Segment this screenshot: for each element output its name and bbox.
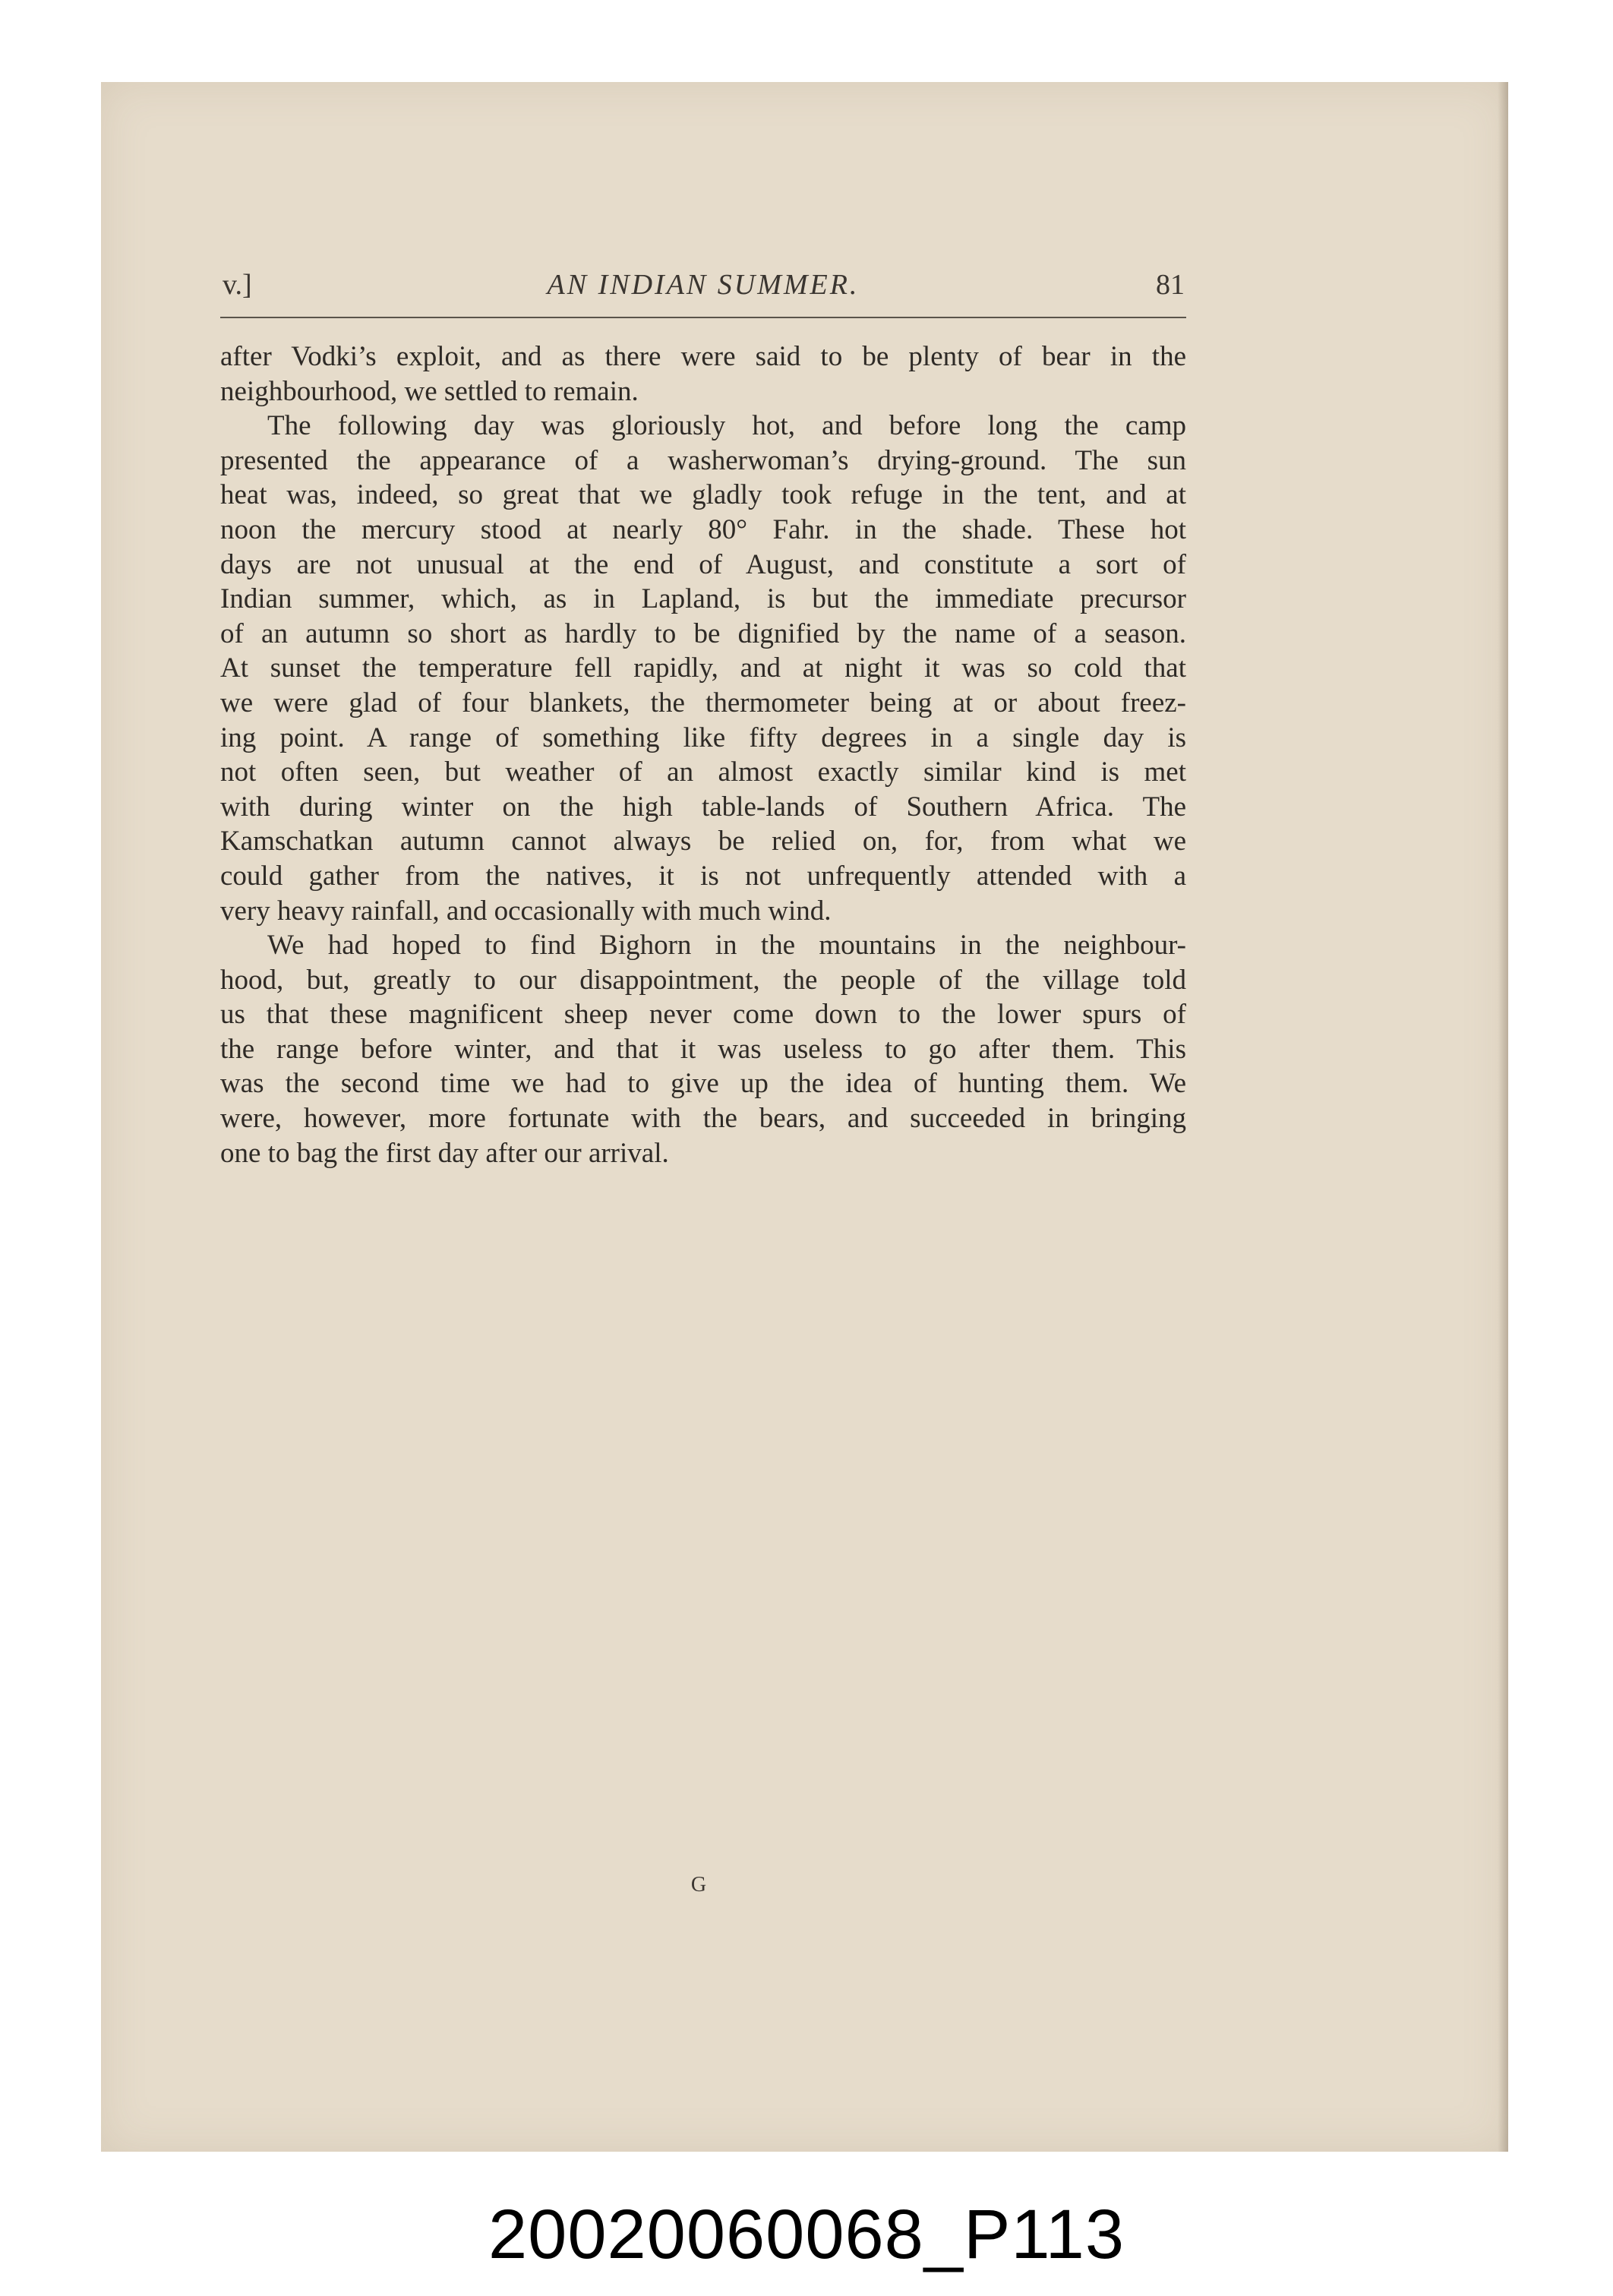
text-line: Indian summer, which, as in Lapland, is but the immediate precursor [220, 583, 1186, 615]
page-number: 81 [1156, 269, 1185, 301]
text-line: very heavy rainfall, and occasionally with much wind. [220, 895, 832, 927]
text-line: we were glad of four blankets, the thermometer being at or about freez- [220, 687, 1186, 718]
text-line: was the second time we had to give up the idea of hunting them. We [220, 1068, 1186, 1100]
text-line: noon the mercury stood at nearly 80° Fahr. in the shade. These hot [220, 513, 1186, 545]
running-head [220, 268, 1186, 314]
text-line: neighbourhood, we settled to remain. [220, 375, 639, 407]
chapter-marker: v.] [223, 269, 252, 301]
body-text [220, 340, 1186, 1170]
text-line: not often seen, but weather of an almost exactly similar kind is met [220, 756, 1186, 788]
text-line: of an autumn so short as hardly to be dignified by the name of a season. [220, 617, 1186, 649]
text-line: days are not unusual at the end of August, and constitute a sort of [220, 548, 1186, 580]
text-line: The following day was gloriously hot, and before long the camp [267, 410, 1186, 442]
image-caption: 20020060068_P113 [488, 2196, 1125, 2273]
signature-mark: G [690, 1873, 707, 1896]
text-line: presented the appearance of a washerwoman’s drying-ground. The sun [220, 444, 1186, 476]
running-title: AN INDIAN SUMMER. [547, 269, 860, 301]
text-line: heat was, indeed, so great that we gladly took refuge in the tent, and at [220, 479, 1186, 511]
text-line: At sunset the temperature fell rapidly, and at night it was so cold that [220, 652, 1186, 684]
text-line: could gather from the natives, it is not unfrequently attended with a [220, 860, 1186, 892]
text-line: the range before winter, and that it was useless to go after them. This [220, 1033, 1186, 1065]
text-line: ing point. A range of something like fifty degrees in a single day is [220, 722, 1186, 753]
text-line: were, however, more fortunate with the bears, and succeeded in bringing [220, 1103, 1186, 1135]
text-line: after Vodki’s exploit, and as there were said to be plenty of bear in the [220, 341, 1186, 372]
text-line: Kamschatkan autumn cannot always be relied on, for, from what we [220, 826, 1186, 857]
text-line: hood, but, greatly to our disappointment, the people of the village told [220, 964, 1186, 996]
header-rule [220, 317, 1186, 318]
text-line: one to bag the first day after our arrival. [220, 1137, 669, 1169]
text-line: us that these magnificent sheep never come down to the lower spurs of [220, 999, 1186, 1031]
text-line: with during winter on the high table-lands of Southern Africa. The [220, 791, 1186, 823]
text-line: We had hoped to find Bighorn in the mountains in the neighbour- [267, 930, 1186, 962]
